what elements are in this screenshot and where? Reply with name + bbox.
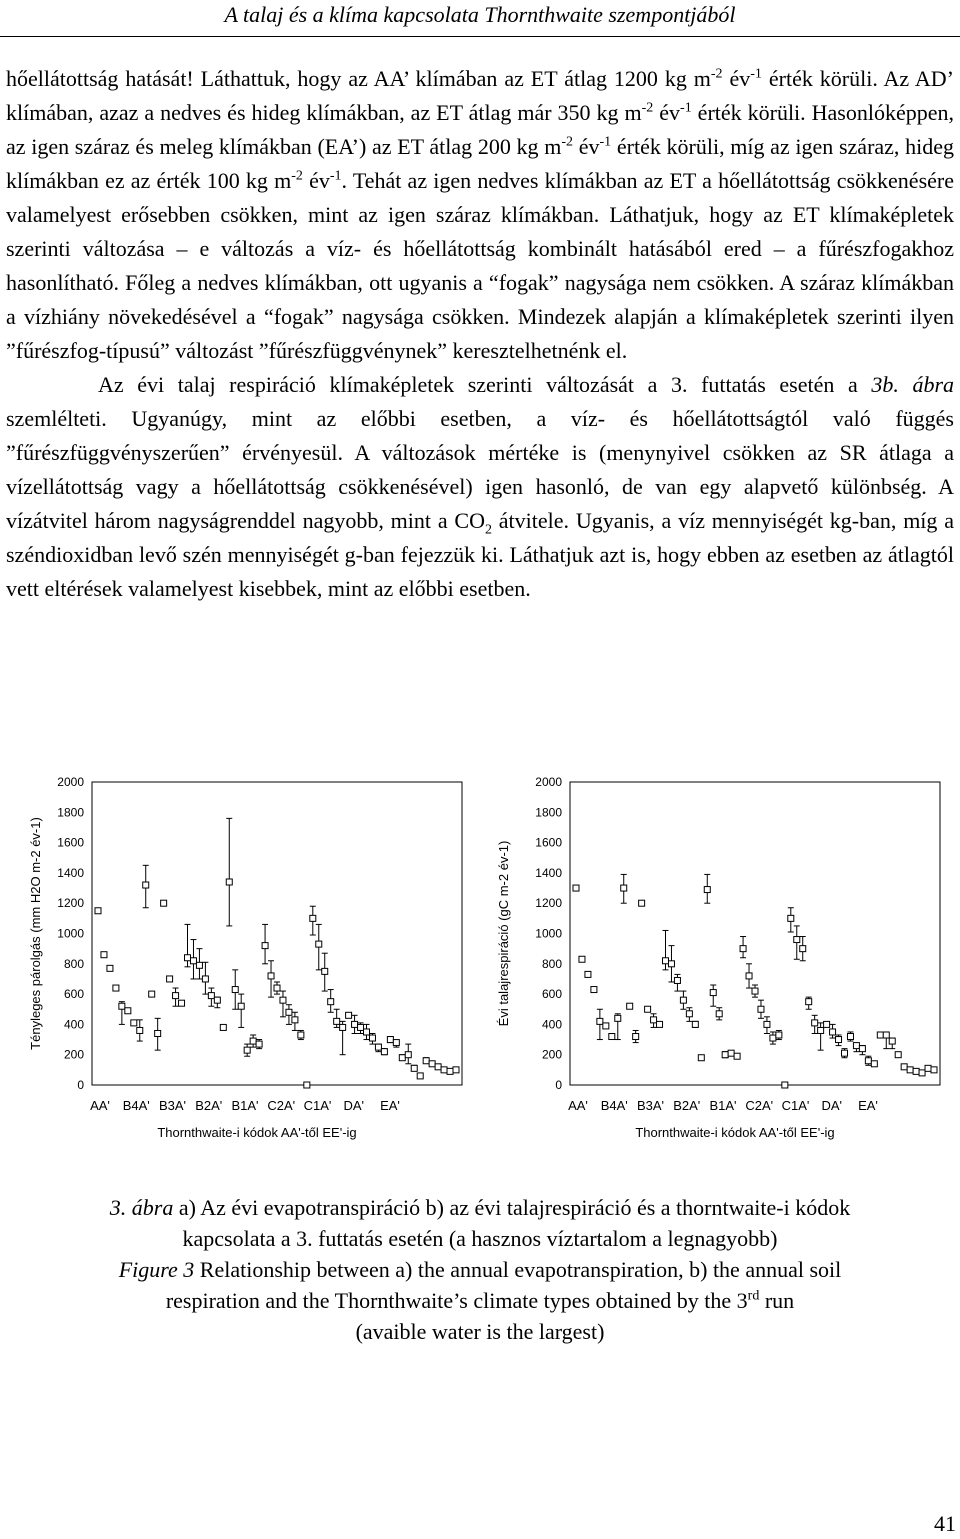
data-point bbox=[639, 900, 645, 906]
caption-en-line-3: (avaible water is the largest) bbox=[355, 1319, 605, 1344]
x-tick-label: C1A' bbox=[303, 1098, 332, 1113]
text-run: év bbox=[653, 100, 681, 125]
data-point bbox=[262, 943, 268, 949]
y-tick-label: 0 bbox=[555, 1078, 562, 1092]
data-point bbox=[704, 887, 710, 893]
x-tick-label: AA' bbox=[90, 1098, 110, 1113]
data-point bbox=[800, 946, 806, 952]
data-point bbox=[417, 1073, 423, 1079]
data-point bbox=[226, 879, 232, 885]
data-point bbox=[794, 937, 800, 943]
paragraph-1 bbox=[6, 62, 954, 368]
data-point bbox=[752, 988, 758, 994]
paragraph-2 bbox=[6, 368, 954, 606]
y-tick-label: 600 bbox=[63, 987, 84, 1002]
data-point bbox=[728, 1050, 734, 1056]
y-tick-label: 1000 bbox=[57, 926, 84, 941]
data-point bbox=[429, 1061, 435, 1067]
data-point bbox=[836, 1037, 842, 1043]
text-run: érték körüli, míg az igen száraz, hideg klímákban ez az érték 100 kg m bbox=[6, 134, 954, 193]
y-tick-label: 1800 bbox=[535, 805, 562, 820]
data-point bbox=[185, 955, 191, 961]
data-point bbox=[573, 885, 579, 891]
chart-soil-respiration bbox=[480, 760, 960, 1160]
caption-hu-line-2: kapcsolata a 3. futtatás esetén (a hasznos víztartalom a legnagyobb) bbox=[182, 1226, 778, 1251]
y-tick-label: 2000 bbox=[535, 775, 562, 789]
data-point bbox=[847, 1034, 853, 1040]
caption-text: a) Az évi evapotranspiráció b) az évi talajrespiráció és a thorntwaite-i kódok bbox=[173, 1195, 851, 1220]
data-point bbox=[95, 908, 101, 914]
caption-text: respiration and the Thornthwaite’s climate types obtained by the 3 bbox=[165, 1288, 748, 1313]
data-point bbox=[627, 1003, 633, 1009]
x-tick-label: B3A' bbox=[158, 1098, 187, 1113]
y-tick-label: 2000 bbox=[57, 775, 84, 789]
data-point bbox=[824, 1021, 830, 1027]
data-point bbox=[274, 985, 280, 991]
caption-hu-label: 3. ábra bbox=[109, 1195, 174, 1220]
data-point bbox=[334, 1018, 340, 1024]
superscript: -2 bbox=[291, 168, 303, 184]
data-point bbox=[889, 1038, 895, 1044]
data-point bbox=[411, 1065, 417, 1071]
y-tick-label: 600 bbox=[541, 987, 562, 1002]
text-run: átvitele. Ugyanis, a víz mennyiségét kg-ban, míg a széndioxidban levő szén mennyiségét g-ban fejezzük ki. Láthatjuk azt is, hogy ebben az esetben az átlagtól vett eltérések valamelyest kisebbek, mint az előbbi esetben. bbox=[6, 508, 955, 601]
text-run: hőellátottság hatását! Láthattuk, hogy az AA’ klímában az ET átlag 1200 kg m bbox=[6, 66, 711, 91]
data-point bbox=[788, 915, 794, 921]
data-point bbox=[776, 1032, 782, 1038]
data-point bbox=[447, 1068, 453, 1074]
data-point bbox=[143, 882, 149, 888]
y-tick-label: 1400 bbox=[535, 865, 562, 880]
x-tick-label: DA' bbox=[821, 1098, 843, 1113]
data-point bbox=[621, 885, 627, 891]
data-point bbox=[292, 1017, 298, 1023]
data-point bbox=[346, 1012, 352, 1018]
data-point bbox=[119, 1003, 125, 1009]
x-tick-label: C2A' bbox=[745, 1098, 774, 1113]
data-point bbox=[208, 993, 214, 999]
data-point bbox=[190, 958, 196, 964]
data-point bbox=[161, 900, 167, 906]
superscript: -1 bbox=[329, 168, 342, 184]
text-run: érték körüli. Az AD’ klímában, azaz a nedves és hideg klímákban, az ET átlag már 350 kg m bbox=[6, 66, 955, 125]
y-tick-label: 800 bbox=[63, 956, 84, 971]
superscript: -1 bbox=[599, 134, 612, 150]
x-tick-label: B4A' bbox=[600, 1098, 628, 1113]
data-point bbox=[268, 973, 274, 979]
data-point bbox=[286, 1009, 292, 1015]
data-point bbox=[609, 1034, 615, 1040]
data-point bbox=[651, 1017, 657, 1023]
caption-en-label: Figure 3 bbox=[118, 1257, 195, 1282]
text-run: érték körüli. Hasonlóképpen, az igen száraz és meleg klímákban (EA’) az ET átlag 200 kg m bbox=[6, 100, 955, 159]
data-point bbox=[232, 987, 238, 993]
data-point bbox=[435, 1064, 441, 1070]
data-point bbox=[615, 1015, 621, 1021]
caption-en-line-2 bbox=[0, 1285, 960, 1316]
subscript: 2 bbox=[484, 522, 492, 538]
data-point bbox=[358, 1024, 364, 1030]
x-tick-label: EA' bbox=[380, 1098, 400, 1113]
data-point bbox=[901, 1064, 907, 1070]
data-point bbox=[842, 1050, 848, 1056]
data-point bbox=[806, 999, 812, 1005]
caption-en-line-1 bbox=[0, 1254, 960, 1285]
y-tick-label: 0 bbox=[77, 1078, 84, 1092]
data-point bbox=[633, 1034, 639, 1040]
data-point bbox=[316, 941, 322, 947]
data-point bbox=[680, 997, 686, 1003]
data-point bbox=[399, 1055, 405, 1061]
x-axis-label: Thornthwaite-i kódok AA'-től EE'-ig bbox=[157, 1125, 357, 1140]
data-point bbox=[734, 1053, 740, 1059]
data-point bbox=[441, 1067, 447, 1073]
data-point bbox=[931, 1067, 937, 1073]
x-tick-label: AA' bbox=[568, 1098, 588, 1113]
data-point bbox=[453, 1067, 459, 1073]
data-point bbox=[155, 1030, 161, 1036]
data-point bbox=[364, 1029, 370, 1035]
data-point bbox=[256, 1041, 262, 1047]
y-tick-label: 800 bbox=[541, 956, 562, 971]
text-run: Az évi talaj respiráció klímaképletek szerinti változását a 3. futtatás esetén a bbox=[98, 372, 872, 397]
y-tick-label: 400 bbox=[541, 1017, 562, 1032]
y-tick-label: 200 bbox=[541, 1047, 562, 1062]
x-tick-label: B2A' bbox=[673, 1098, 701, 1113]
y-tick-label: 1200 bbox=[535, 896, 562, 911]
data-point bbox=[220, 1024, 226, 1030]
y-tick-label: 1800 bbox=[57, 805, 84, 820]
data-point bbox=[579, 956, 585, 962]
text-run: év bbox=[573, 134, 600, 159]
plot-area bbox=[570, 782, 940, 1085]
data-point bbox=[405, 1052, 411, 1058]
y-tick-label: 1600 bbox=[535, 835, 562, 850]
y-tick-label: 200 bbox=[63, 1047, 84, 1062]
data-point bbox=[597, 1018, 603, 1024]
data-point bbox=[758, 1006, 764, 1012]
y-tick-label: 1000 bbox=[535, 926, 562, 941]
figure-reference: 3b. ábra bbox=[871, 372, 954, 397]
data-point bbox=[674, 977, 680, 983]
data-point bbox=[925, 1065, 931, 1071]
x-tick-label: DA' bbox=[343, 1098, 365, 1113]
data-point bbox=[280, 997, 286, 1003]
data-point bbox=[244, 1047, 250, 1053]
y-tick-label: 1600 bbox=[57, 835, 84, 850]
data-point bbox=[393, 1040, 399, 1046]
data-point bbox=[381, 1049, 387, 1055]
data-point bbox=[812, 1020, 818, 1026]
superscript: -2 bbox=[561, 134, 574, 150]
superscript: rd bbox=[747, 1288, 760, 1304]
data-point bbox=[173, 993, 179, 999]
data-point bbox=[167, 976, 173, 982]
data-point bbox=[692, 1021, 698, 1027]
y-axis-label: Évi talajrespiráció (gC m-2 év-1) bbox=[496, 840, 511, 1027]
data-point bbox=[722, 1052, 728, 1058]
figure-caption bbox=[0, 1192, 960, 1347]
data-point bbox=[657, 1021, 663, 1027]
data-point bbox=[322, 968, 328, 974]
running-head: A talaj és a klíma kapcsolata Thornthwaite szempontjából bbox=[224, 2, 736, 27]
superscript: -1 bbox=[750, 66, 762, 82]
data-point bbox=[107, 965, 113, 971]
data-point bbox=[818, 1027, 824, 1033]
data-point bbox=[250, 1038, 256, 1044]
data-point bbox=[710, 990, 716, 996]
text-run: szemlélteti. Ugyanúgy, mint az előbbi esetben, a víz- és hőellátottságtól való függés ”fűrészfüggvényszerűen” érvényesül. A változások mértéke is (menynyivel csökken az SR átlaga a vízellátottság vagy a hőellátottság csökkenésével) igen hasonló, de van egy alapvető különbség. A vízátvitel három nagyságrenddel nagyobb, mint a CO bbox=[6, 406, 954, 533]
x-tick-label: B1A' bbox=[231, 1098, 259, 1113]
header-rule bbox=[0, 36, 960, 37]
data-point bbox=[764, 1021, 770, 1027]
data-point bbox=[298, 1032, 304, 1038]
page-number: 41 bbox=[934, 1511, 956, 1536]
y-axis-label: Tényleges párolgás (mm H2O m-2 év-1) bbox=[28, 817, 43, 1050]
data-point bbox=[387, 1037, 393, 1043]
caption-hu-line-1 bbox=[0, 1192, 960, 1223]
x-tick-label: C1A' bbox=[781, 1098, 810, 1113]
data-point bbox=[131, 1020, 137, 1026]
data-point bbox=[877, 1032, 883, 1038]
y-tick-label: 1200 bbox=[57, 896, 84, 911]
data-point bbox=[369, 1035, 375, 1041]
x-axis-label: Thornthwaite-i kódok AA'-től EE'-ig bbox=[635, 1125, 835, 1140]
y-tick-label: 1400 bbox=[57, 865, 84, 880]
superscript: -2 bbox=[710, 66, 723, 82]
data-point bbox=[830, 1029, 836, 1035]
data-point bbox=[101, 952, 107, 958]
data-point bbox=[686, 1011, 692, 1017]
data-point bbox=[913, 1068, 919, 1074]
data-point bbox=[668, 961, 674, 967]
chart-evapotranspiration bbox=[0, 760, 480, 1160]
data-point bbox=[907, 1067, 913, 1073]
data-point bbox=[746, 973, 752, 979]
data-point bbox=[352, 1021, 358, 1027]
data-point bbox=[125, 1008, 131, 1014]
caption-text: run bbox=[759, 1288, 795, 1313]
text-run: év bbox=[722, 66, 751, 91]
data-point bbox=[137, 1027, 143, 1033]
x-tick-label: C2A' bbox=[267, 1098, 296, 1113]
data-point bbox=[214, 997, 220, 1003]
data-point bbox=[782, 1082, 788, 1088]
data-point bbox=[304, 1082, 310, 1088]
data-point bbox=[375, 1044, 381, 1050]
data-point bbox=[149, 991, 155, 997]
superscript: -2 bbox=[641, 100, 654, 116]
data-point bbox=[196, 962, 202, 968]
data-point bbox=[883, 1032, 889, 1038]
data-point bbox=[698, 1055, 704, 1061]
data-point bbox=[895, 1052, 901, 1058]
data-point bbox=[238, 1003, 244, 1009]
y-tick-label: 400 bbox=[63, 1017, 84, 1032]
data-point bbox=[310, 915, 316, 921]
data-point bbox=[645, 1006, 651, 1012]
data-point bbox=[591, 987, 597, 993]
x-tick-label: B4A' bbox=[122, 1098, 150, 1113]
data-point bbox=[202, 976, 208, 982]
data-point bbox=[663, 958, 669, 964]
plot-area bbox=[92, 782, 462, 1085]
text-run: . Tehát az igen nedves klímákban az ET a hőellátottság csökkenésére valamelyest erősebben csökken, mint az igen száraz klímákban. Láthatjuk, hogy az ET klímaképletek szerinti változása – e változás a víz- és hőellátottság kombinált hatásából ered – a fűrészfogakhoz hasonlítható. Főleg a nedves klímákban, ott ugyanis a “fogak” nagysága nem csökken. A száraz klímákban a vízhiány növekedésével a “fogak” nagysága csökken. Mindezek alapján a klímaképletek szerinti ilyen ”fűrészfog-típusú” változást ”fűrészfüggvénynek” keresztelhetnénk el. bbox=[6, 168, 954, 363]
data-point bbox=[113, 985, 119, 991]
data-point bbox=[716, 1011, 722, 1017]
data-point bbox=[919, 1070, 925, 1076]
text-run: év bbox=[302, 168, 330, 193]
data-point bbox=[603, 1023, 609, 1029]
caption-text: Relationship between a) the annual evapotranspiration, b) the annual soil bbox=[194, 1257, 842, 1282]
data-point bbox=[859, 1046, 865, 1052]
x-tick-label: B3A' bbox=[636, 1098, 665, 1113]
data-point bbox=[340, 1024, 346, 1030]
data-point bbox=[740, 946, 746, 952]
data-point bbox=[853, 1043, 859, 1049]
x-tick-label: EA' bbox=[858, 1098, 878, 1113]
data-point bbox=[871, 1061, 877, 1067]
data-point bbox=[423, 1058, 429, 1064]
data-point bbox=[585, 971, 591, 977]
x-tick-label: B1A' bbox=[709, 1098, 737, 1113]
data-point bbox=[328, 999, 334, 1005]
data-point bbox=[770, 1035, 776, 1041]
x-tick-label: B2A' bbox=[195, 1098, 223, 1113]
data-point bbox=[865, 1058, 871, 1064]
body-text bbox=[6, 62, 954, 606]
data-point bbox=[179, 1000, 185, 1006]
superscript: -1 bbox=[680, 100, 692, 116]
